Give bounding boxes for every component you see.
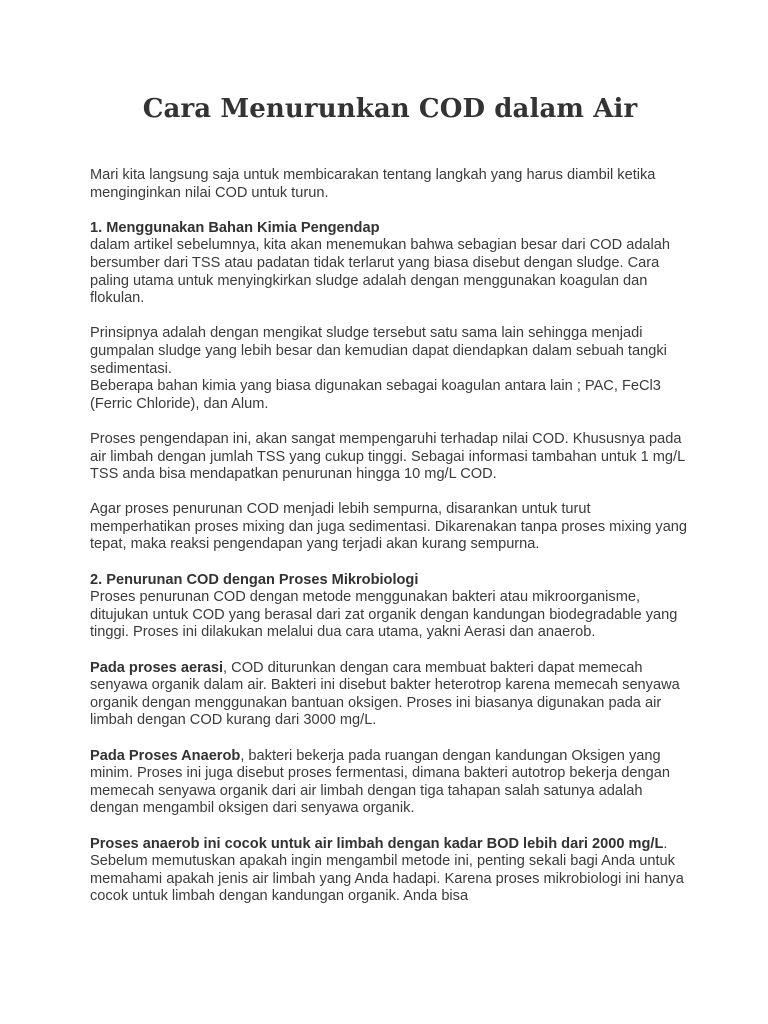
bod-lead: Proses anaerob ini cocok untuk air limbah dengan kadar BOD lebih dari 2000 mg/L [90,835,664,852]
anaerob-paragraph [90,748,690,818]
section-1-paragraph-2: Prinsipnya adalah dengan mengikat sludge tersebut satu sama lain sehingga menjadi gumpalan sludge yang lebih besar dan kemudian dapat diendapkan dalam sebuah tangki sedimentasi. [90,325,667,377]
section-1-paragraph-3: Beberapa bahan kimia yang biasa digunakan sebagai koagulan antara lain ; PAC, FeCl3 (Ferric Chloride), dan Alum. [90,378,661,412]
intro-paragraph: Mari kita langsung saja untuk membicarakan tentang langkah yang harus diambil ketika menginginkan nilai COD untuk turun. [90,167,656,201]
bod-tail: . [663,835,668,852]
section-2-heading: 2. Penurunan COD dengan Proses Mikrobiologi [90,571,419,588]
anaerob-text: , bakteri bekerja pada ruangan dengan kandungan Oksigen yang minim. Proses ini juga disebut proses fermentasi, dimana bakteri autotrop bekerja dengan memecah senyawa organik dari air limbah dengan tiga tahapan salah satunya adalah dengan mengambil oksigen dari senyawa organik. [90,747,671,817]
section-1-heading: 1. Menggunakan Bahan Kimia Pengendap [90,219,380,236]
aerasi-lead: Pada proses aerasi [90,659,224,676]
section-1-block-2 [90,325,690,413]
section-1-paragraph-5: Agar proses penurunan COD menjadi lebih sempurna, disarankan untuk turut memperhatikan proses mixing dan juga sedimentasi. Dikarenakan tanpa proses mixing yang tepat, maka reaksi pengendapan yang terjadi akan kurang sempurna. [90,501,688,553]
page-title: Cara Menurunkan COD dalam Air [142,94,638,124]
aerasi-text: , COD diturunkan dengan cara membuat bakteri dapat memecah senyawa organik dalam air. Bakteri ini disebut bakter heterotrop karena memecah senyawa organik dengan menggunakan bantuan oksigen. Proses ini biasanya digunakan pada air limbah dengan COD kurang dari 3000 mg/L. [90,659,680,729]
bod-block [90,836,690,906]
section-2 [90,572,690,642]
anaerob-lead: Pada Proses Anaerob [90,747,241,764]
last-paragraph: Sebelum memutuskan apakah ingin mengambil metode ini, penting sekali bagi Anda untuk memahami apakah jenis air limbah yang Anda hadapi. Karena proses mikrobiologi ini hanya cocok untuk limbah dengan kandungan organik. Anda bisa [90,853,684,905]
section-1-paragraph-4: Proses pengendapan ini, akan sangat mempengaruhi terhadap nilai COD. Khususnya pada air limbah dengan jumlah TSS yang cukup tinggi. Sebagai informasi tambahan untuk 1 mg/L TSS anda bisa mendapatkan penurunan hingga 10 mg/L COD. [90,430,685,483]
section-1-paragraph-1: dalam artikel sebelumnya, kita akan menemukan bahwa sebagian besar dari COD adalah bersumber dari TSS atau padatan tidak terlarut yang biasa disebut dengan sludge. Cara paling utama untuk menyingkirkan sludge adalah dengan menggunakan koagulan dan flokulan. [90,237,671,307]
section-1 [90,220,690,308]
section-2-paragraph-1: Proses penurunan COD dengan metode menggunakan bakteri atau mikroorganisme, ditujukan untuk COD yang berasal dari zat organik dengan kandungan biodegradable yang tinggi. Proses ini dilakukan melalui dua cara utama, yakni Aerasi dan anaerob. [90,589,678,641]
aerasi-paragraph [90,660,690,730]
